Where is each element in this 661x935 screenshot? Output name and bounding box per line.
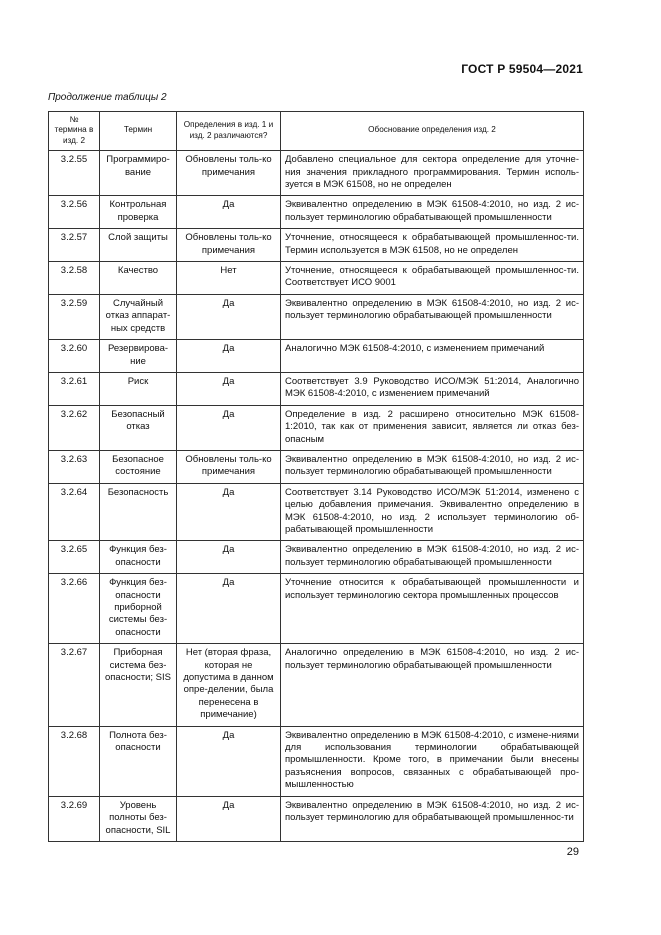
definition-difference: Да bbox=[177, 196, 281, 229]
column-header-number: № термина в изд. 2 bbox=[49, 112, 100, 151]
definition-basis: Эквивалентно определению в МЭК 61508-4:2010, но изд. 2 ис-пользует терминологию обрабатывающей промышленности bbox=[281, 450, 584, 483]
table-row bbox=[49, 196, 584, 229]
term-number: 3.2.67 bbox=[49, 644, 100, 726]
definition-difference: Да bbox=[177, 726, 281, 796]
term-name: Функция без-опасности bbox=[100, 541, 177, 574]
definition-basis: Эквивалентно определению в МЭК 61508-4:2010, но изд. 2 ис-пользует терминологию для обрабатывающей промышленнос-ти bbox=[281, 796, 584, 841]
definition-difference: Нет bbox=[177, 262, 281, 295]
definition-basis: Аналогично определению в МЭК 61508-4:2010, но изд. 2 ис-пользует терминологию обрабатывающей промышленности bbox=[281, 644, 584, 726]
table-row bbox=[49, 229, 584, 262]
table-row bbox=[49, 405, 584, 450]
table-row bbox=[49, 483, 584, 541]
definition-difference: Обновлены толь-ко примечания bbox=[177, 229, 281, 262]
definition-basis: Эквивалентно определению в МЭК 61508-4:2010, но изд. 2 ис-пользует терминологию обрабатывающей промышленности bbox=[281, 541, 584, 574]
definition-difference: Обновлены толь-ко примечания bbox=[177, 450, 281, 483]
term-number: 3.2.64 bbox=[49, 483, 100, 541]
table-row bbox=[49, 450, 584, 483]
definition-basis: Определение в изд. 2 расширено относительно МЭК 61508-1:2010, так как от применения зависит, является ли отказ без-опасным bbox=[281, 405, 584, 450]
term-name: Качество bbox=[100, 262, 177, 295]
table-row bbox=[49, 541, 584, 574]
definition-difference: Да bbox=[177, 483, 281, 541]
column-header-basis: Обоснование определения изд. 2 bbox=[281, 112, 584, 151]
table-row bbox=[49, 796, 584, 841]
table-row bbox=[49, 372, 584, 405]
definition-difference: Да bbox=[177, 796, 281, 841]
definition-basis: Уточнение, относящееся к обрабатывающей промышленнос-ти. Термин используется в МЭК 61508, но не определен bbox=[281, 229, 584, 262]
definition-difference: Да bbox=[177, 541, 281, 574]
definition-basis: Уточнение относится к обрабатывающей промышленности и использует терминологию сектора промышленных процессов bbox=[281, 574, 584, 644]
document-header: ГОСТ Р 59504—2021 bbox=[461, 62, 583, 76]
term-name: Безопасное состояние bbox=[100, 450, 177, 483]
definition-basis: Соответствует 3.14 Руководство ИСО/МЭК 51:2014, изменено с целью добавления примечания. Эквивалентно определению в МЭК 61508-4:2010, но изд. 2 использует терминологию об-рабатывающей промышленности bbox=[281, 483, 584, 541]
term-name: Случайный отказ аппарат-ных средств bbox=[100, 294, 177, 339]
table-row bbox=[49, 644, 584, 726]
page-number: 29 bbox=[566, 846, 579, 858]
column-header-difference: Определения в изд. 1 и изд. 2 различаются? bbox=[177, 112, 281, 151]
definition-basis: Добавлено специальное для сектора определение для уточне-ния значения прикладного программирования. Термин исполь-зуется в МЭК 61508, но не определен bbox=[281, 151, 584, 196]
term-name: Слой защиты bbox=[100, 229, 177, 262]
term-number: 3.2.58 bbox=[49, 262, 100, 295]
definition-basis: Эквивалентно определению в МЭК 61508-4:2010, но изд. 2 ис-пользует терминологию обрабатывающей промышленности bbox=[281, 294, 584, 339]
term-number: 3.2.66 bbox=[49, 574, 100, 644]
term-number: 3.2.62 bbox=[49, 405, 100, 450]
term-name: Риск bbox=[100, 372, 177, 405]
definition-difference: Да bbox=[177, 294, 281, 339]
term-number: 3.2.63 bbox=[49, 450, 100, 483]
term-name: Полнота без-опасности bbox=[100, 726, 177, 796]
definition-difference: Да bbox=[177, 405, 281, 450]
term-name: Программиро-вание bbox=[100, 151, 177, 196]
definition-basis: Соответствует 3.9 Руководство ИСО/МЭК 51:2014, Аналогично МЭК 61508-4:2010, с изменением примечаний bbox=[281, 372, 584, 405]
term-number: 3.2.57 bbox=[49, 229, 100, 262]
definition-basis: Эквивалентно определению в МЭК 61508-4:2010, но изд. 2 ис-пользует терминологию обрабатывающей промышленности bbox=[281, 196, 584, 229]
definition-basis: Уточнение, относящееся к обрабатывающей промышленнос-ти. Соответствует ИСО 9001 bbox=[281, 262, 584, 295]
table-caption: Продолжение таблицы 2 bbox=[48, 92, 167, 103]
definition-difference: Да bbox=[177, 574, 281, 644]
term-number: 3.2.68 bbox=[49, 726, 100, 796]
term-name: Контрольная проверка bbox=[100, 196, 177, 229]
term-number: 3.2.69 bbox=[49, 796, 100, 841]
table-row bbox=[49, 726, 584, 796]
definition-basis: Эквивалентно определению в МЭК 61508-4:2010, с измене-ниями для использования терминологии обрабатывающей промышленности. Кроме того, в примечании были внесены разъяснения вопросов, связанных с обрабатывающей про-мышленностью bbox=[281, 726, 584, 796]
definition-basis: Аналогично МЭК 61508-4:2010, с изменением примечаний bbox=[281, 340, 584, 373]
definition-difference: Да bbox=[177, 372, 281, 405]
term-name: Уровень полноты без-опасности, SIL bbox=[100, 796, 177, 841]
table-row bbox=[49, 262, 584, 295]
term-name: Приборная система без-опасности; SIS bbox=[100, 644, 177, 726]
table-row bbox=[49, 340, 584, 373]
term-number: 3.2.60 bbox=[49, 340, 100, 373]
term-number: 3.2.59 bbox=[49, 294, 100, 339]
term-number: 3.2.55 bbox=[49, 151, 100, 196]
definition-difference: Обновлены толь-ко примечания bbox=[177, 151, 281, 196]
term-name: Функция без-опасности приборной системы без-опасности bbox=[100, 574, 177, 644]
definition-difference: Да bbox=[177, 340, 281, 373]
term-name: Резервирова-ние bbox=[100, 340, 177, 373]
definition-difference: Нет (вторая фраза, которая не допустима в данном опре-делении, была перенесена в примечание) bbox=[177, 644, 281, 726]
term-number: 3.2.61 bbox=[49, 372, 100, 405]
table-row bbox=[49, 151, 584, 196]
table-row bbox=[49, 574, 584, 644]
terms-table bbox=[48, 111, 584, 842]
term-name: Безопасность bbox=[100, 483, 177, 541]
table-header-row bbox=[49, 112, 584, 151]
term-number: 3.2.56 bbox=[49, 196, 100, 229]
term-number: 3.2.65 bbox=[49, 541, 100, 574]
term-name: Безопасный отказ bbox=[100, 405, 177, 450]
table-row bbox=[49, 294, 584, 339]
column-header-term: Термин bbox=[100, 112, 177, 151]
